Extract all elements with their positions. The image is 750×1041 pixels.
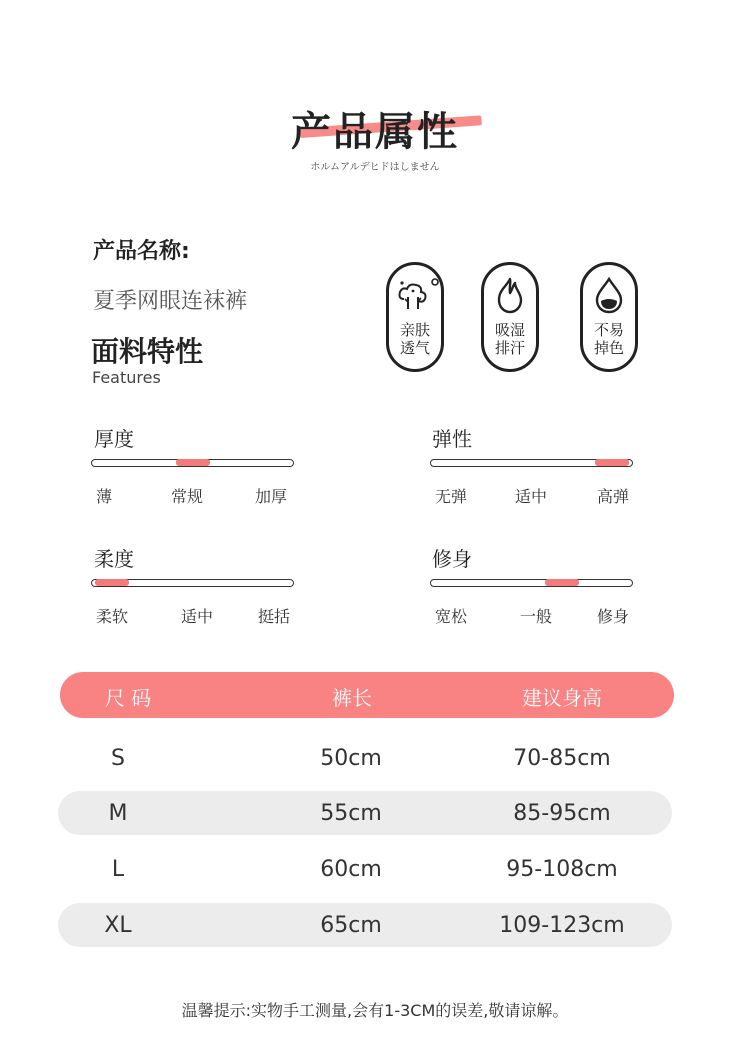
tree-icon — [389, 275, 441, 315]
elasticity-fill — [595, 459, 629, 466]
badge-breathable — [386, 262, 444, 372]
length-cell: 65cm — [320, 913, 382, 938]
header-size: 尺 码 — [104, 686, 152, 710]
features-label: 面料特性 — [91, 335, 204, 368]
table-row — [58, 903, 672, 947]
features-subtitle: Features — [92, 368, 161, 387]
badge-colorfast-text: 不易 掉色 — [593, 321, 624, 357]
elasticity-tick: 适中 — [515, 487, 548, 506]
badge-sweat-wicking — [481, 262, 539, 372]
fit-tick: 宽松 — [435, 607, 468, 626]
thickness-fill — [176, 459, 210, 466]
height-cell: 109-123cm — [499, 913, 625, 938]
size-cell: L — [111, 857, 125, 882]
height-cell: 85-95cm — [513, 801, 611, 826]
softness-tick: 柔软 — [96, 607, 129, 626]
fit-fill — [545, 579, 579, 586]
badge-sweat-wicking-text: 吸湿 排汗 — [494, 321, 525, 357]
badge-colorfast — [580, 262, 638, 372]
thickness-tick: 薄 — [96, 487, 113, 506]
thickness-track — [91, 459, 294, 467]
fit-tick: 修身 — [597, 607, 630, 626]
elasticity-title: 弹性 — [432, 427, 472, 451]
height-cell: 70-85cm — [513, 746, 611, 771]
thickness-tick: 加厚 — [255, 487, 288, 506]
height-cell: 95-108cm — [506, 857, 618, 882]
flame-icon — [484, 275, 536, 315]
badge-breathable-text: 亲肤 透气 — [399, 321, 430, 357]
length-cell: 60cm — [320, 857, 382, 882]
fit-track — [430, 579, 633, 587]
product-name-value: 夏季网眼连袜裤 — [93, 289, 248, 314]
softness-fill — [95, 579, 129, 586]
table-row — [58, 736, 672, 780]
fit-title: 修身 — [432, 547, 472, 571]
thickness-tick: 常规 — [171, 487, 204, 506]
fit-tick: 一般 — [520, 607, 553, 626]
length-cell: 50cm — [320, 746, 382, 771]
table-row — [58, 847, 672, 891]
softness-tick: 适中 — [181, 607, 214, 626]
elasticity-tick: 高弹 — [597, 487, 630, 506]
size-cell: S — [111, 746, 125, 771]
elasticity-tick: 无弹 — [435, 487, 468, 506]
softness-tick: 挺括 — [258, 607, 291, 626]
measurement-note: 温馨提示:实物手工测量,会有1-3CM的误差,敬请谅解。 — [181, 1001, 569, 1020]
table-row — [58, 791, 672, 835]
droplet-icon — [583, 275, 635, 315]
page-title: 产品属性 — [291, 109, 459, 155]
size-table-header — [60, 672, 674, 718]
page-subtitle: ホルムアルデヒドはしません — [310, 162, 440, 173]
header-length: 裤长 — [332, 686, 372, 710]
softness-track — [91, 579, 294, 587]
elasticity-track — [430, 459, 633, 467]
product-name-label: 产品名称: — [93, 239, 190, 264]
size-cell: M — [108, 801, 128, 826]
size-cell: XL — [104, 913, 132, 938]
thickness-title: 厚度 — [94, 427, 134, 451]
length-cell: 55cm — [320, 801, 382, 826]
softness-title: 柔度 — [94, 547, 134, 571]
header-height: 建议身高 — [522, 686, 602, 710]
